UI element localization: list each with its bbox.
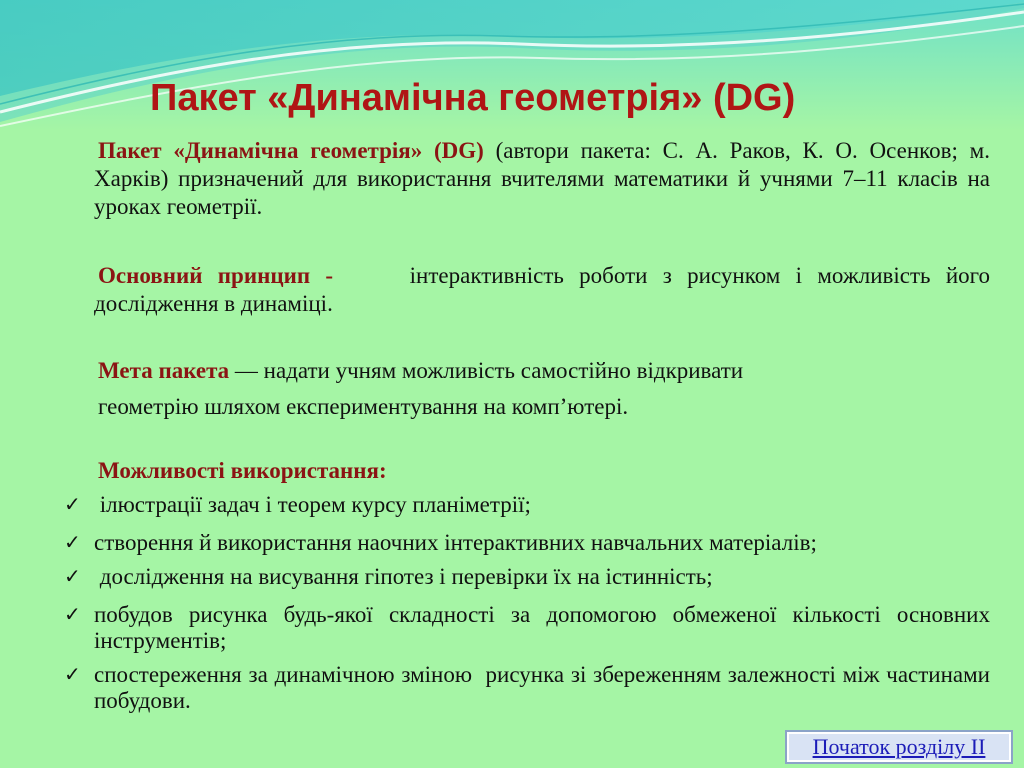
section-start-link-button[interactable] (785, 730, 1013, 764)
check-icon: ✓ (64, 664, 81, 686)
list-item-text: дослідження на висування гіпотез і перевірки їх на істинність; (94, 564, 713, 589)
list-item-text: спостереження за динамічною зміною рисунка зі збереженням залежності між частинами побудови. (94, 662, 996, 713)
capabilities-list (60, 492, 996, 722)
slide-title: Пакет «Динамічна геометрія» (DG) (150, 77, 796, 119)
list-item (60, 530, 990, 556)
check-icon: ✓ (64, 532, 81, 554)
paragraph-goal (94, 357, 990, 421)
intro-text: (автори пакета: С. А. Раков, К. О. Осенков; м. Харків) призначений для використання вчителями математики й учнями 7–11 класів на уроках геометрії. (94, 138, 990, 219)
goal-text-line2: геометрію шляхом експериментування на комп’ютері. (98, 394, 629, 419)
list-item-text: створення й використання наочних інтерактивних навчальних матеріалів; (94, 530, 817, 555)
list-item (60, 492, 990, 518)
intro-highlight: Пакет «Динамічна геометрія» (DG) (98, 138, 484, 163)
list-item (60, 662, 996, 714)
paragraph-principle (94, 262, 996, 318)
goal-highlight: Мета пакета (98, 358, 230, 383)
paragraph-intro (94, 137, 990, 221)
capabilities-heading: Можливості використання: (98, 458, 387, 483)
check-icon: ✓ (64, 494, 81, 516)
principle-text: інтерактивність роботи з рисунком і можливість його дослідження в динаміці. (94, 263, 996, 316)
section-start-link[interactable]: Початок розділу ІІ (812, 734, 986, 759)
check-icon: ✓ (64, 566, 81, 588)
check-icon: ✓ (64, 604, 81, 626)
principle-highlight: Основний принцип - (98, 263, 334, 288)
goal-text-line1: — надати учням можливість самостійно відкривати (229, 358, 744, 383)
list-item (60, 602, 990, 654)
list-item (60, 564, 990, 590)
list-item-text: побудов рисунка будь-якої складності за допомогою обмеженої кількості основних інструментів; (94, 602, 990, 653)
list-item-text: ілюстрації задач і теорем курсу планіметрії; (94, 492, 531, 517)
